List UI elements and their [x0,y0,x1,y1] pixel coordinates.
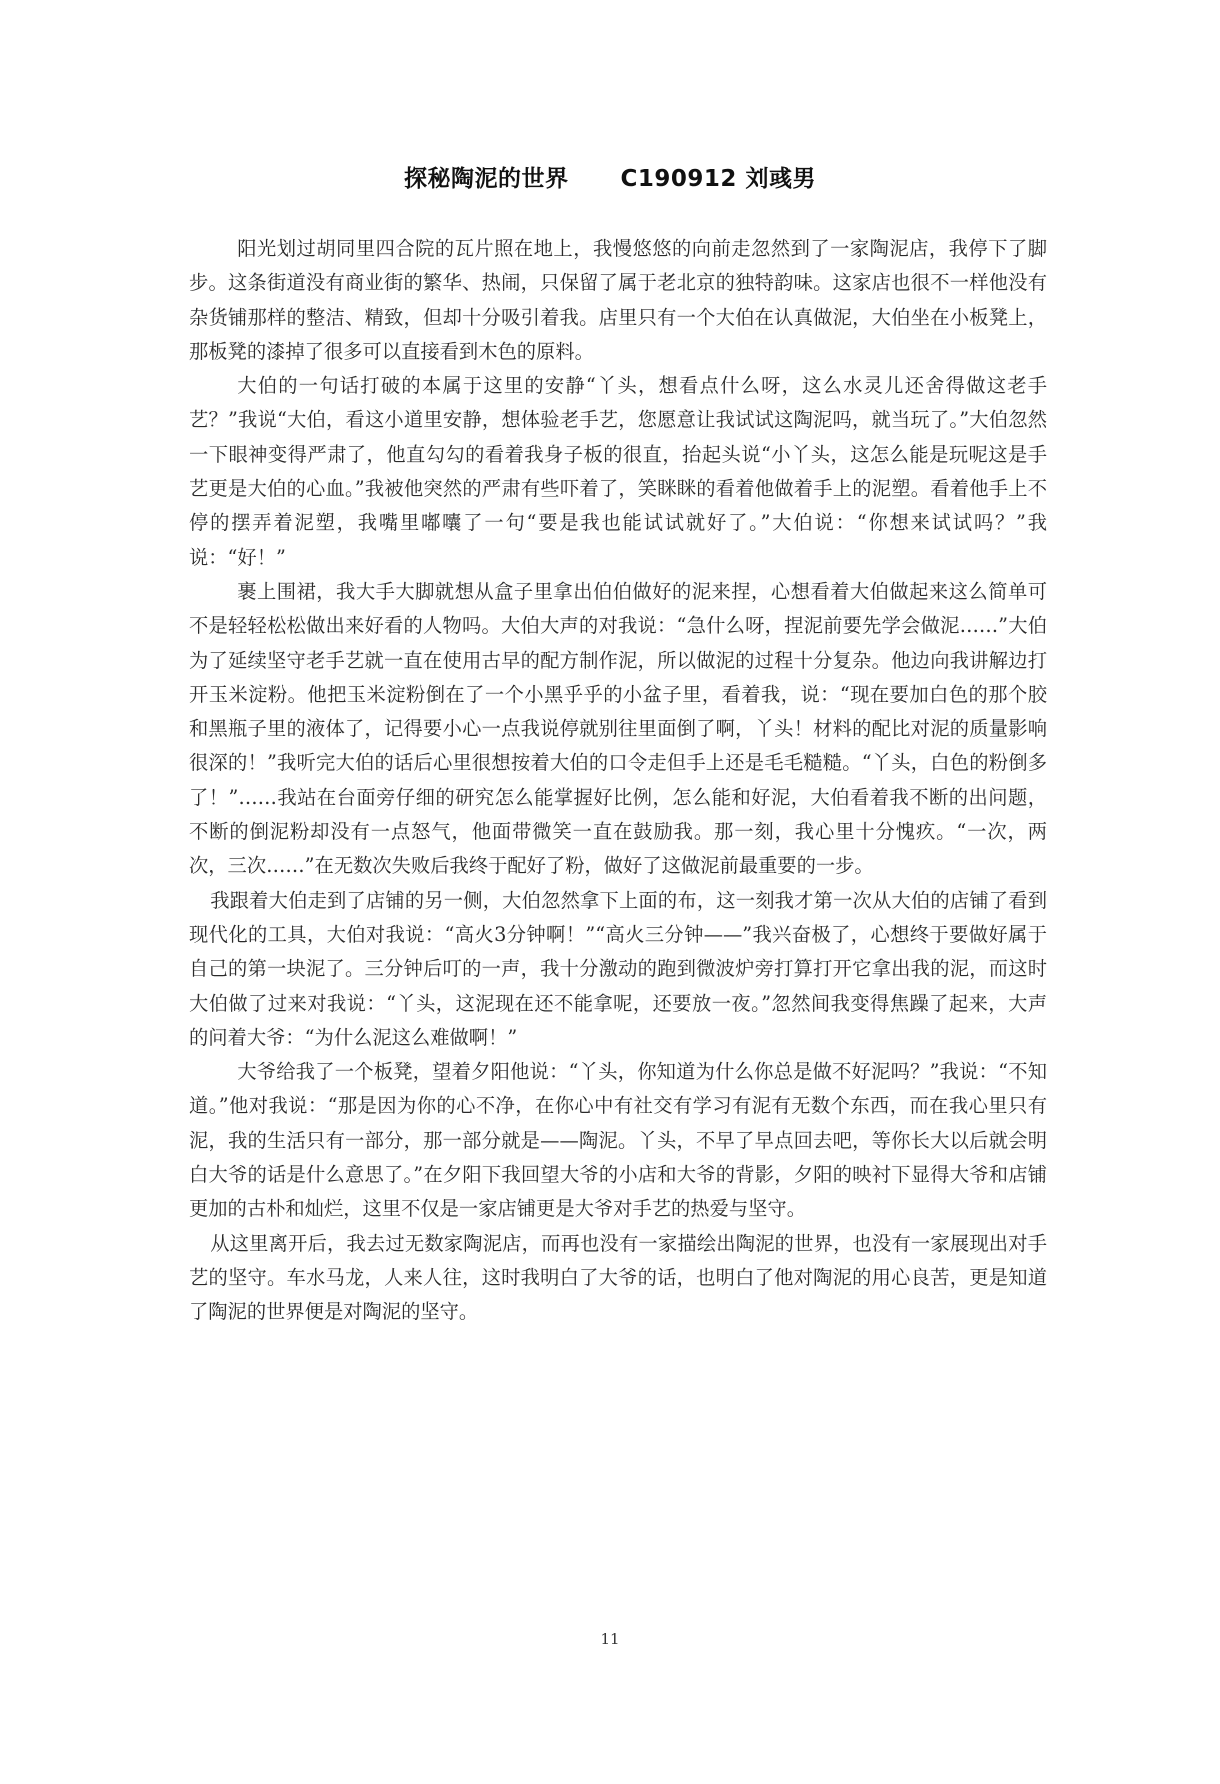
paragraph-3: 裹上围裙，我大手大脚就想从盒子里拿出伯伯做好的泥来捏，心想看着大伯做起来这么简单可不是轻轻松松做出来好看的人物吗。大伯大声的对我说：“急什么呀，捏泥前要先学会做泥……”大伯为了延续坚守老手艺就一直在使用古早的配方制作泥，所以做泥的过程十分复杂。他边向我讲解边打开玉米淀粉。他把玉米淀粉倒在了一个小黑乎乎的小盆子里，看着我，说：“现在要加白色的那个胶和黑瓶子里的液体了，记得要小心一点我说停就别往里面倒了啊，丫头！材料的配比对泥的质量影响很深的！”我听完大伯的话后心里很想按着大伯的口令走但手上还是毛毛糙糙。“丫头，白色的粉倒多了！”……我站在台面旁仔细的研究怎么能掌握好比例，怎么能和好泥，大伯看着我不断的出问题，不断的倒泥粉却没有一点怒气，他面带微笑一直在鼓励我。那一刻，我心里十分愧疚。“一次，两次，三次……”在无数次失败后我终于配好了粉，做好了这做泥前最重要的一步。 [189,579,1047,878]
document-heading [160,160,1060,193]
paragraph-4: 我跟着大伯走到了店铺的另一侧，大伯忽然拿下上面的布，这一刻我才第一次从大伯的店铺了看到现代化的工具，大伯对我说：“高火3分钟啊！”“高火三分钟——”我兴奋极了，心想终于要做好属于自己的第一块泥了。三分钟后叮的一声，我十分激动的跑到微波炉旁打算打开它拿出我的泥，而这时大伯做了过来对我说：“丫头，这泥现在还不能拿呢，还要放一夜。”忽然间我变得焦躁了起来，大声的问着大爷：“为什么泥这么难做啊！” [189,888,1047,1049]
page-number: 11 [600,1630,620,1648]
paragraph-6: 从这里离开后，我去过无数家陶泥店，而再也没有一家描绘出陶泥的世界，也没有一家展现出对手艺的坚守。车水马龙，人来人往，这时我明白了大爷的话，也明白了他对陶泥的用心良苦，更是知道了陶泥的世界便是对陶泥的坚守。 [189,1231,1047,1324]
essay-body [189,232,1047,1330]
paragraph-2: 大伯的一句话打破的本属于这里的安静“丫头，想看点什么呀，这么水灵儿还舍得做这老手艺？”我说“大伯，看这小道里安静，想体验老手艺，您愿意让我试试这陶泥吗，就当玩了。”大伯忽然一下眼神变得严肃了，他直勾勾的看着我身子板的很直，抬起头说“小丫头，这怎么能是玩呢这是手艺更是大伯的心血。”我被他突然的严肃有些吓着了，笑眯眯的看着他做着手上的泥塑。看着他手上不停的摆弄着泥塑，我嘴里嘟囔了一句“要是我也能试试就好了。”大伯说：“你想来试试吗？”我说：“好！” [189,374,1047,569]
paragraph-1: 阳光划过胡同里四合院的瓦片照在地上，我慢悠悠的向前走忽然到了一家陶泥店，我停下了脚步。这条街道没有商业街的繁华、热闹，只保留了属于老北京的独特韵味。这家店也很不一样他没有杂货铺那样的整洁、精致，但却十分吸引着我。店里只有一个大伯在认真做泥，大伯坐在小板凳上，那板凳的漆掉了很多可以直接看到木色的原料。 [189,237,1047,363]
paragraph-5: 大爷给我了一个板凳，望着夕阳他说：“丫头，你知道为什么你总是做不好泥吗？”我说：“不知道。”他对我说：“那是因为你的心不净，在你心中有社交有学习有泥有无数个东西，而在我心里只有泥，我的生活只有一部分，那一部分就是——陶泥。丫头，不早了早点回去吧，等你长大以后就会明白大爷的话是什么意思了。”在夕阳下我回望大爷的小店和大爷的背影，夕阳的映衬下显得大爷和店铺更加的古朴和灿烂，这里不仅是一家店铺更是大爷对手艺的热爱与坚守。 [189,1060,1047,1221]
author-id-name: C190912 刘彧男 [620,166,816,192]
essay-title: 探秘陶泥的世界 [404,166,569,192]
